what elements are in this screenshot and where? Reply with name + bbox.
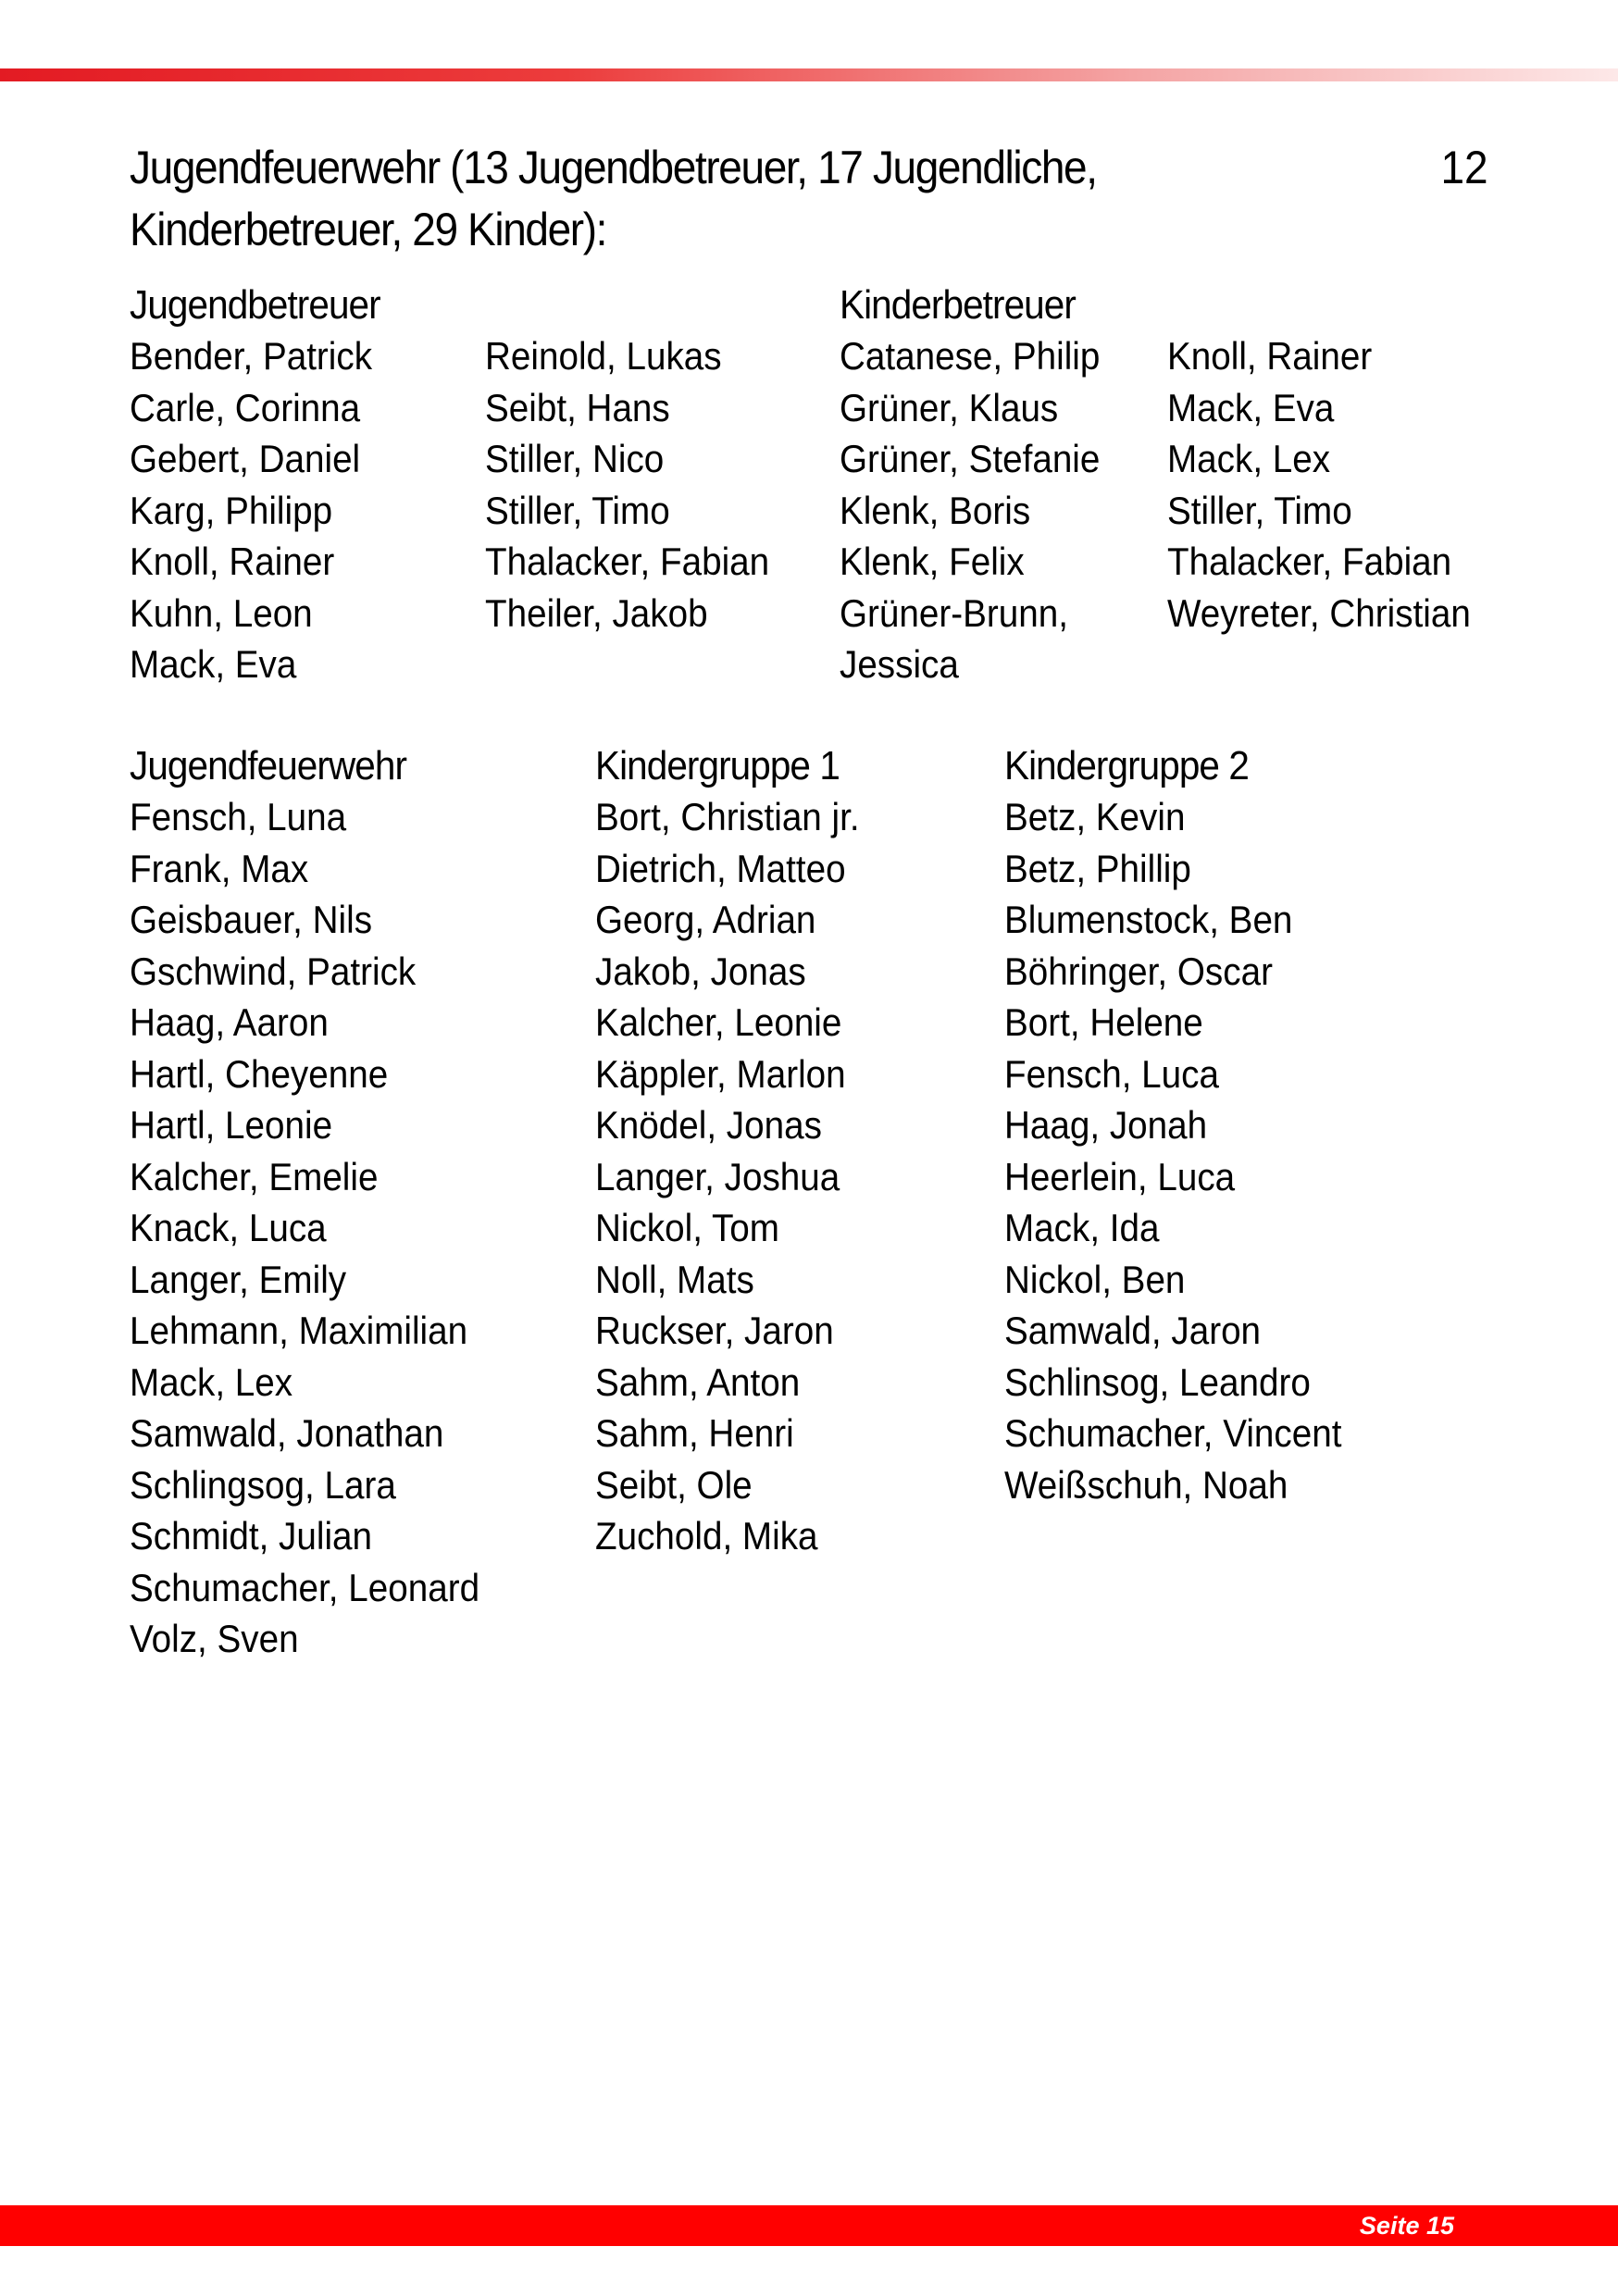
list-item: Klenk, Felix	[840, 540, 1025, 583]
list-item: Jessica	[840, 642, 959, 686]
list-item: Stiller, Timo	[1167, 488, 1352, 532]
list-item: Gschwind, Patrick	[130, 949, 417, 993]
kinderbetreuer-list-2	[1167, 330, 1497, 639]
list-item: Langer, Emily	[130, 1257, 347, 1301]
list-item: Dietrich, Matteo	[595, 846, 846, 890]
jugendbetreuer-list-2	[485, 330, 794, 639]
list-item: Kuhn, Leon	[130, 590, 313, 635]
list-item: Thalacker, Fabian	[485, 540, 770, 583]
list-item: Karg, Philipp	[130, 488, 333, 532]
kinderbetreuer-list-1	[840, 330, 1123, 690]
list-item: Gebert, Daniel	[130, 437, 361, 480]
list-item: Seibt, Hans	[485, 385, 670, 429]
kindergruppe1-list	[595, 791, 882, 1562]
page-number: Seite 15	[1359, 2212, 1454, 2240]
list-item: Bort, Christian jr.	[595, 795, 860, 838]
list-item: Weißschuh, Noah	[1004, 1462, 1288, 1507]
list-item: Stiller, Timo	[485, 488, 670, 532]
top-accent-bar	[0, 68, 1618, 81]
list-item: Mack, Eva	[1167, 385, 1335, 429]
list-item: Volz, Sven	[130, 1617, 299, 1660]
list-item: Mack, Ida	[1004, 1206, 1160, 1249]
list-item: Fensch, Luna	[130, 795, 347, 838]
jugendbetreuer-col-2	[485, 330, 794, 639]
kindergruppe2-list	[1004, 791, 1371, 1510]
list-item: Nickol, Tom	[595, 1206, 779, 1249]
list-item: Bender, Patrick	[130, 334, 373, 378]
list-item: Mack, Eva	[130, 642, 297, 686]
jugendbetreuer-col-1	[130, 279, 402, 690]
list-item: Haag, Jonah	[1004, 1103, 1208, 1147]
list-item: Heerlein, Luca	[1004, 1154, 1236, 1198]
list-item: Ruckser, Jaron	[595, 1309, 834, 1352]
jugendbetreuer-list-1	[130, 330, 402, 690]
page-title: Jugendfeuerwehr (13 Jugendbetreuer, 17 Jugendliche, Kinderbetreuer, 29 Kinder):	[130, 142, 1097, 255]
list-item: Jakob, Jonas	[595, 949, 806, 993]
list-item: Samwald, Jonathan	[130, 1411, 444, 1455]
list-item: Klenk, Boris	[840, 488, 1031, 532]
list-item: Samwald, Jaron	[1004, 1309, 1262, 1352]
list-item: Knoll, Rainer	[130, 540, 335, 583]
list-item: Käppler, Marlon	[595, 1051, 846, 1096]
list-item: Sahm, Anton	[595, 1359, 801, 1404]
list-item: Nickol, Ben	[1004, 1257, 1186, 1301]
list-item: Knack, Luca	[130, 1206, 327, 1249]
list-item: Geisbauer, Nils	[130, 898, 373, 941]
jugendfeuerwehr-heading: Jugendfeuerwehr	[130, 743, 407, 788]
list-item: Schmidt, Julian	[130, 1514, 373, 1558]
list-item: Seibt, Ole	[595, 1462, 753, 1507]
list-item: Hartl, Cheyenne	[130, 1051, 389, 1096]
list-item: Lehmann, Maximilian	[130, 1309, 468, 1352]
list-item: Sahm, Henri	[595, 1411, 794, 1455]
title-count: 12	[1440, 142, 1488, 193]
list-item: Schlingsog, Lara	[130, 1462, 396, 1507]
list-item: Schlinsog, Leandro	[1004, 1359, 1311, 1404]
list-item: Hartl, Leonie	[130, 1103, 333, 1147]
list-item: Bort, Helene	[1004, 1000, 1203, 1044]
list-item: Zuchold, Mika	[595, 1514, 818, 1558]
list-item: Betz, Phillip	[1004, 846, 1191, 890]
list-item: Thalacker, Fabian	[1167, 540, 1452, 583]
list-item: Grüner-Brunn,	[840, 590, 1068, 635]
list-item: Mack, Lex	[1167, 437, 1331, 480]
kindergruppe1-heading: Kindergruppe 1	[595, 743, 840, 788]
jugendbetreuer-heading: Jugendbetreuer	[130, 282, 380, 328]
kindergruppe2-heading: Kindergruppe 2	[1004, 743, 1249, 788]
kinderbetreuer-heading: Kinderbetreuer	[840, 282, 1076, 328]
list-item: Langer, Joshua	[595, 1154, 840, 1198]
list-item: Kalcher, Emelie	[130, 1154, 379, 1198]
list-item: Mack, Lex	[130, 1359, 293, 1404]
list-item: Noll, Mats	[595, 1257, 754, 1301]
list-item: Knödel, Jonas	[595, 1103, 822, 1147]
kindergruppe1-col	[595, 740, 882, 1562]
list-item: Kalcher, Leonie	[595, 1000, 842, 1044]
list-item: Betz, Kevin	[1004, 795, 1186, 838]
list-item: Fensch, Luca	[1004, 1051, 1219, 1096]
list-item: Knoll, Rainer	[1167, 334, 1373, 378]
jugendfeuerwehr-list	[130, 791, 510, 1665]
list-item: Grüner, Stefanie	[840, 437, 1101, 480]
list-item: Theiler, Jakob	[485, 590, 708, 635]
kinderbetreuer-col-2	[1167, 330, 1497, 639]
list-item: Schumacher, Vincent	[1004, 1411, 1342, 1455]
list-item: Grüner, Klaus	[840, 385, 1059, 429]
list-item: Haag, Aaron	[130, 1000, 329, 1044]
list-item: Blumenstock, Ben	[1004, 898, 1293, 941]
list-item: Böhringer, Oscar	[1004, 949, 1273, 993]
list-item: Stiller, Nico	[485, 437, 665, 480]
list-item: Reinold, Lukas	[485, 334, 722, 378]
list-item: Carle, Corinna	[130, 385, 361, 429]
jugendfeuerwehr-col	[130, 740, 510, 1665]
kindergruppe2-col	[1004, 740, 1371, 1510]
list-item: Frank, Max	[130, 846, 309, 890]
list-item: Catanese, Philip	[840, 334, 1101, 378]
kinderbetreuer-col-1	[840, 279, 1123, 690]
list-item: Weyreter, Christian	[1167, 590, 1471, 635]
list-item: Schumacher, Leonard	[130, 1565, 480, 1609]
list-item: Georg, Adrian	[595, 898, 816, 941]
